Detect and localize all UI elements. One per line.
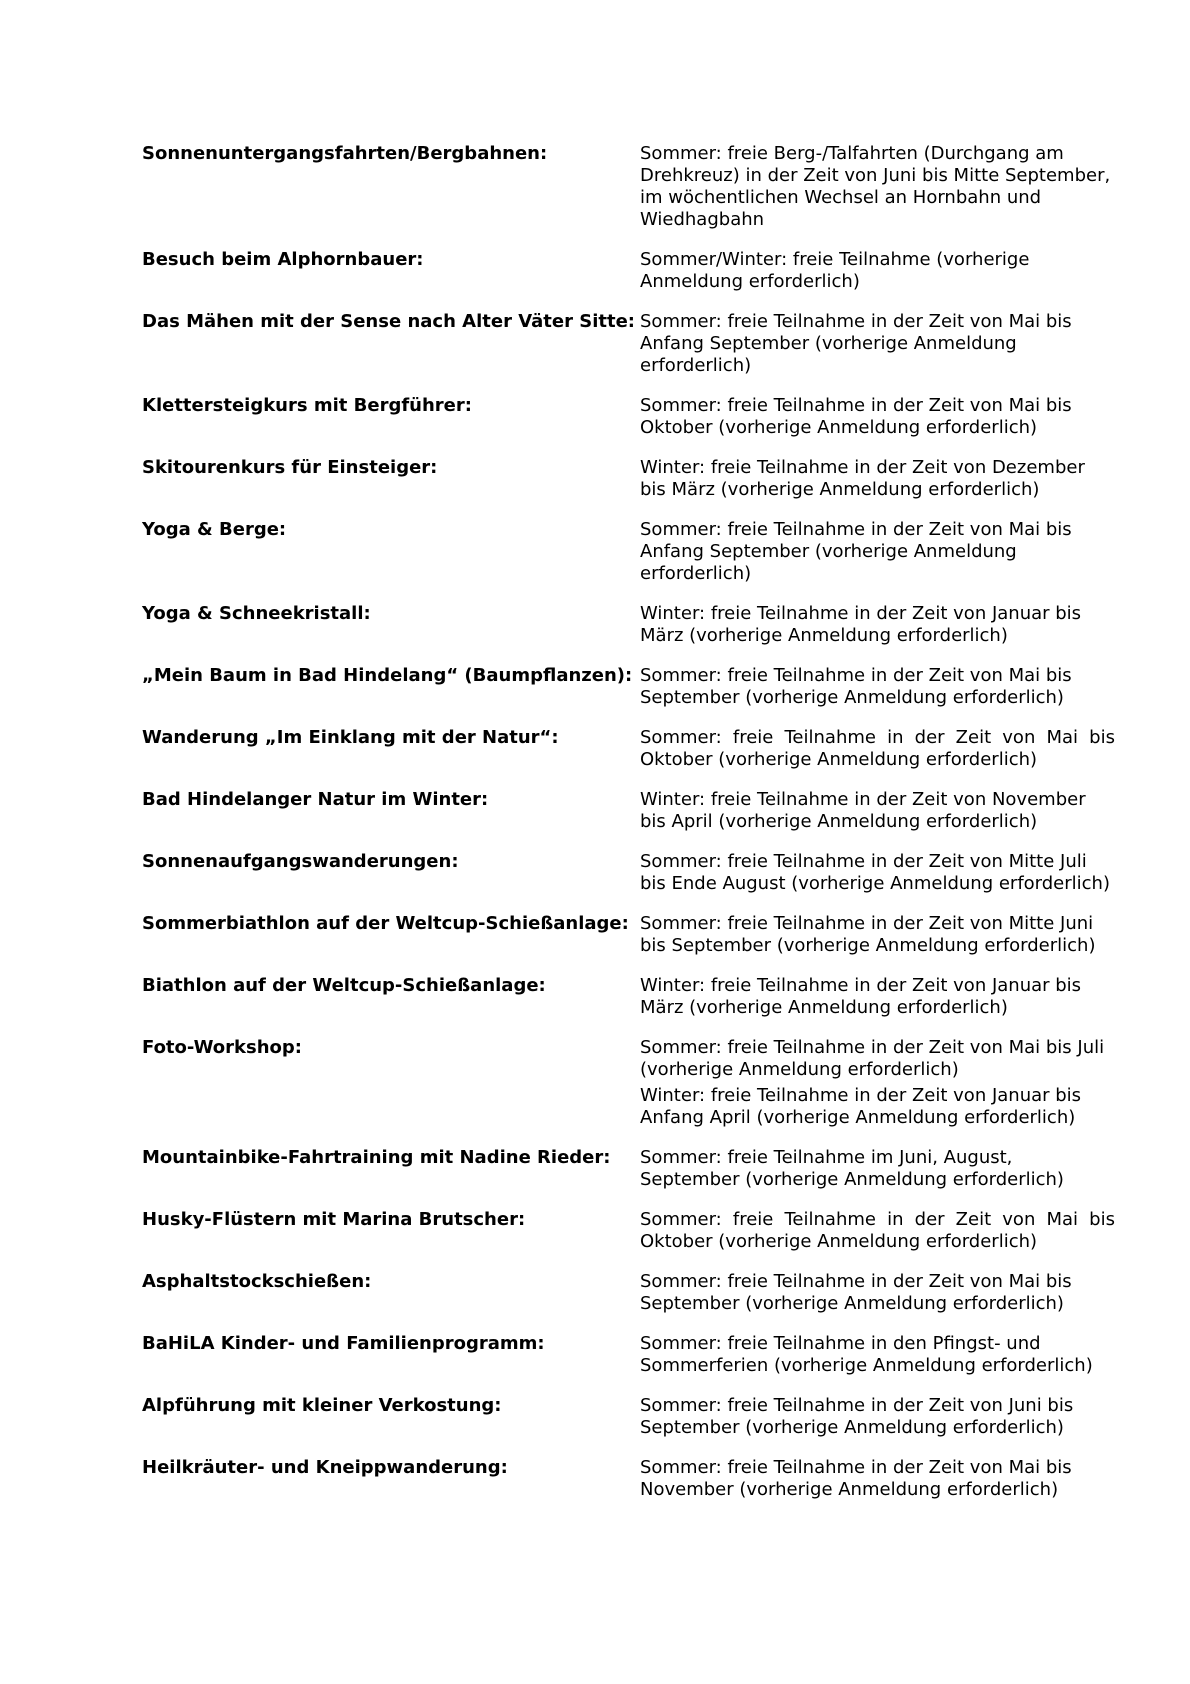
offer-details <box>640 975 1115 1019</box>
offer-title: Bad Hindelanger Natur im Winter: <box>142 789 489 810</box>
offer-title: Klettersteigkurs mit Bergführer: <box>142 395 472 416</box>
offer-entry <box>142 789 1117 833</box>
offer-entry <box>142 249 1117 293</box>
offer-entry <box>142 1333 1117 1377</box>
offer-title: Alpführung mit kleiner Verkostung: <box>142 1395 502 1416</box>
offer-title: Yoga & Berge: <box>142 519 287 540</box>
offer-title: Sommerbiathlon auf der Weltcup-Schießanlage: <box>142 913 629 934</box>
offer-details <box>640 395 1115 439</box>
offer-title: Sonnenuntergangsfahrten/Bergbahnen: <box>142 143 548 164</box>
offer-entry <box>142 395 1117 439</box>
offer-title: Asphaltstockschießen: <box>142 1271 372 1292</box>
offer-entry <box>142 851 1117 895</box>
offer-details <box>640 1209 1115 1253</box>
offer-title: Heilkräuter- und Kneippwanderung: <box>142 1457 508 1478</box>
offer-detail-text: Sommer: freie Teilnahme in der Zeit von Mai bis September (vorherige Anmeldung erforderlich) <box>640 665 1072 708</box>
offer-details <box>640 789 1115 833</box>
offer-entry <box>142 1209 1117 1253</box>
offer-title: Das Mähen mit der Sense nach Alter Väter Sitte: <box>142 311 636 332</box>
offer-entry <box>142 1457 1117 1501</box>
offer-detail-text: Sommer: freie Teilnahme in der Zeit von Mai bis Oktober (vorherige Anmeldung erforderlich) <box>640 1209 1115 1252</box>
offer-detail-text: Winter: freie Teilnahme in der Zeit von Dezember bis März (vorherige Anmeldung erforderlich) <box>640 457 1085 500</box>
offer-title: Besuch beim Alphornbauer: <box>142 249 424 270</box>
offer-title: Foto-Workshop: <box>142 1037 302 1058</box>
offer-title: BaHiLA Kinder- und Familienprogramm: <box>142 1333 545 1354</box>
offer-details <box>640 1037 1115 1129</box>
offer-details <box>640 1395 1115 1439</box>
offer-details <box>640 311 1115 377</box>
offer-entry <box>142 603 1117 647</box>
offer-entry <box>142 143 1117 231</box>
offer-entry <box>142 1037 1117 1129</box>
offer-detail-text: Winter: freie Teilnahme in der Zeit von Januar bis März (vorherige Anmeldung erforderlich) <box>640 603 1082 646</box>
offer-details <box>640 249 1115 293</box>
offer-detail-text: Sommer: freie Teilnahme in der Zeit von Mai bis November (vorherige Anmeldung erforderlich) <box>640 1457 1072 1500</box>
offer-details <box>640 851 1115 895</box>
offer-entry <box>142 519 1117 585</box>
offer-detail-text: Winter: freie Teilnahme in der Zeit von Januar bis März (vorherige Anmeldung erforderlich) <box>640 975 1082 1018</box>
offer-title: Wanderung „Im Einklang mit der Natur“: <box>142 727 559 748</box>
offer-details <box>640 519 1115 585</box>
offer-title: „Mein Baum in Bad Hindelang“ (Baumpflanzen): <box>142 665 633 686</box>
offer-entry <box>142 457 1117 501</box>
offer-title: Husky-Flüstern mit Marina Brutscher: <box>142 1209 526 1230</box>
offer-details <box>640 143 1115 231</box>
offer-detail-text: Sommer: freie Teilnahme in der Zeit von Mai bis Juli (vorherige Anmeldung erforderlich) <box>640 1037 1105 1080</box>
offer-detail-text: Sommer: freie Teilnahme in den Pfingst- und Sommerferien (vorherige Anmeldung erforderlich) <box>640 1333 1093 1376</box>
offer-detail-text: Sommer: freie Teilnahme in der Zeit von Mitte Juni bis September (vorherige Anmeldung erforderlich) <box>640 913 1096 956</box>
offer-title: Sonnenaufgangswanderungen: <box>142 851 459 872</box>
offer-title: Skitourenkurs für Einsteiger: <box>142 457 438 478</box>
offer-entry <box>142 727 1117 771</box>
offer-detail-text: Sommer: freie Teilnahme in der Zeit von Mai bis Oktober (vorherige Anmeldung erforderlich) <box>640 727 1115 770</box>
offer-entry <box>142 665 1117 709</box>
offer-title: Mountainbike-Fahrtraining mit Nadine Rieder: <box>142 1147 611 1168</box>
offer-detail-text: Sommer: freie Teilnahme in der Zeit von Mai bis Anfang September (vorherige Anmeldung erforderlich) <box>640 519 1072 584</box>
offer-details <box>640 603 1115 647</box>
offer-details <box>640 1271 1115 1315</box>
offer-detail-text: Winter: freie Teilnahme in der Zeit von Januar bis Anfang April (vorherige Anmeldung erforderlich) <box>640 1085 1082 1128</box>
offer-details <box>640 913 1115 957</box>
offer-detail-text: Sommer: freie Teilnahme in der Zeit von Mitte Juli bis Ende August (vorherige Anmeldung erforderlich) <box>640 851 1110 894</box>
offer-detail-text: Sommer: freie Teilnahme in der Zeit von Mai bis Oktober (vorherige Anmeldung erforderlich) <box>640 395 1072 438</box>
offer-details <box>640 727 1115 771</box>
offer-details <box>640 1147 1115 1191</box>
offer-details <box>640 1333 1115 1377</box>
offer-title: Biathlon auf der Weltcup-Schießanlage: <box>142 975 546 996</box>
offer-list <box>142 143 1117 1519</box>
offer-detail-text: Winter: freie Teilnahme in der Zeit von November bis April (vorherige Anmeldung erforderlich) <box>640 789 1086 832</box>
offer-detail-text: Sommer: freie Berg-/Talfahrten (Durchgang am Drehkreuz) in der Zeit von Juni bis Mitte September, im wöchentlichen Wechsel an Hornbahn und Wiedhagbahn <box>640 143 1111 230</box>
offer-detail-text: Sommer/Winter: freie Teilnahme (vorherige Anmeldung erforderlich) <box>640 249 1030 292</box>
offer-detail-text: Sommer: freie Teilnahme im Juni, August, September (vorherige Anmeldung erforderlich) <box>640 1147 1064 1190</box>
offer-details <box>640 665 1115 709</box>
offer-entry <box>142 1395 1117 1439</box>
offer-entry <box>142 975 1117 1019</box>
offer-entry <box>142 1271 1117 1315</box>
offer-entry <box>142 913 1117 957</box>
offer-detail-text: Sommer: freie Teilnahme in der Zeit von Mai bis September (vorherige Anmeldung erforderlich) <box>640 1271 1072 1314</box>
offer-details <box>640 457 1115 501</box>
offer-title: Yoga & Schneekristall: <box>142 603 371 624</box>
offer-detail-text: Sommer: freie Teilnahme in der Zeit von Mai bis Anfang September (vorherige Anmeldung erforderlich) <box>640 311 1072 376</box>
offer-detail-text: Sommer: freie Teilnahme in der Zeit von Juni bis September (vorherige Anmeldung erforderlich) <box>640 1395 1074 1438</box>
offer-entry <box>142 311 1117 377</box>
offer-details <box>640 1457 1115 1501</box>
offer-entry <box>142 1147 1117 1191</box>
